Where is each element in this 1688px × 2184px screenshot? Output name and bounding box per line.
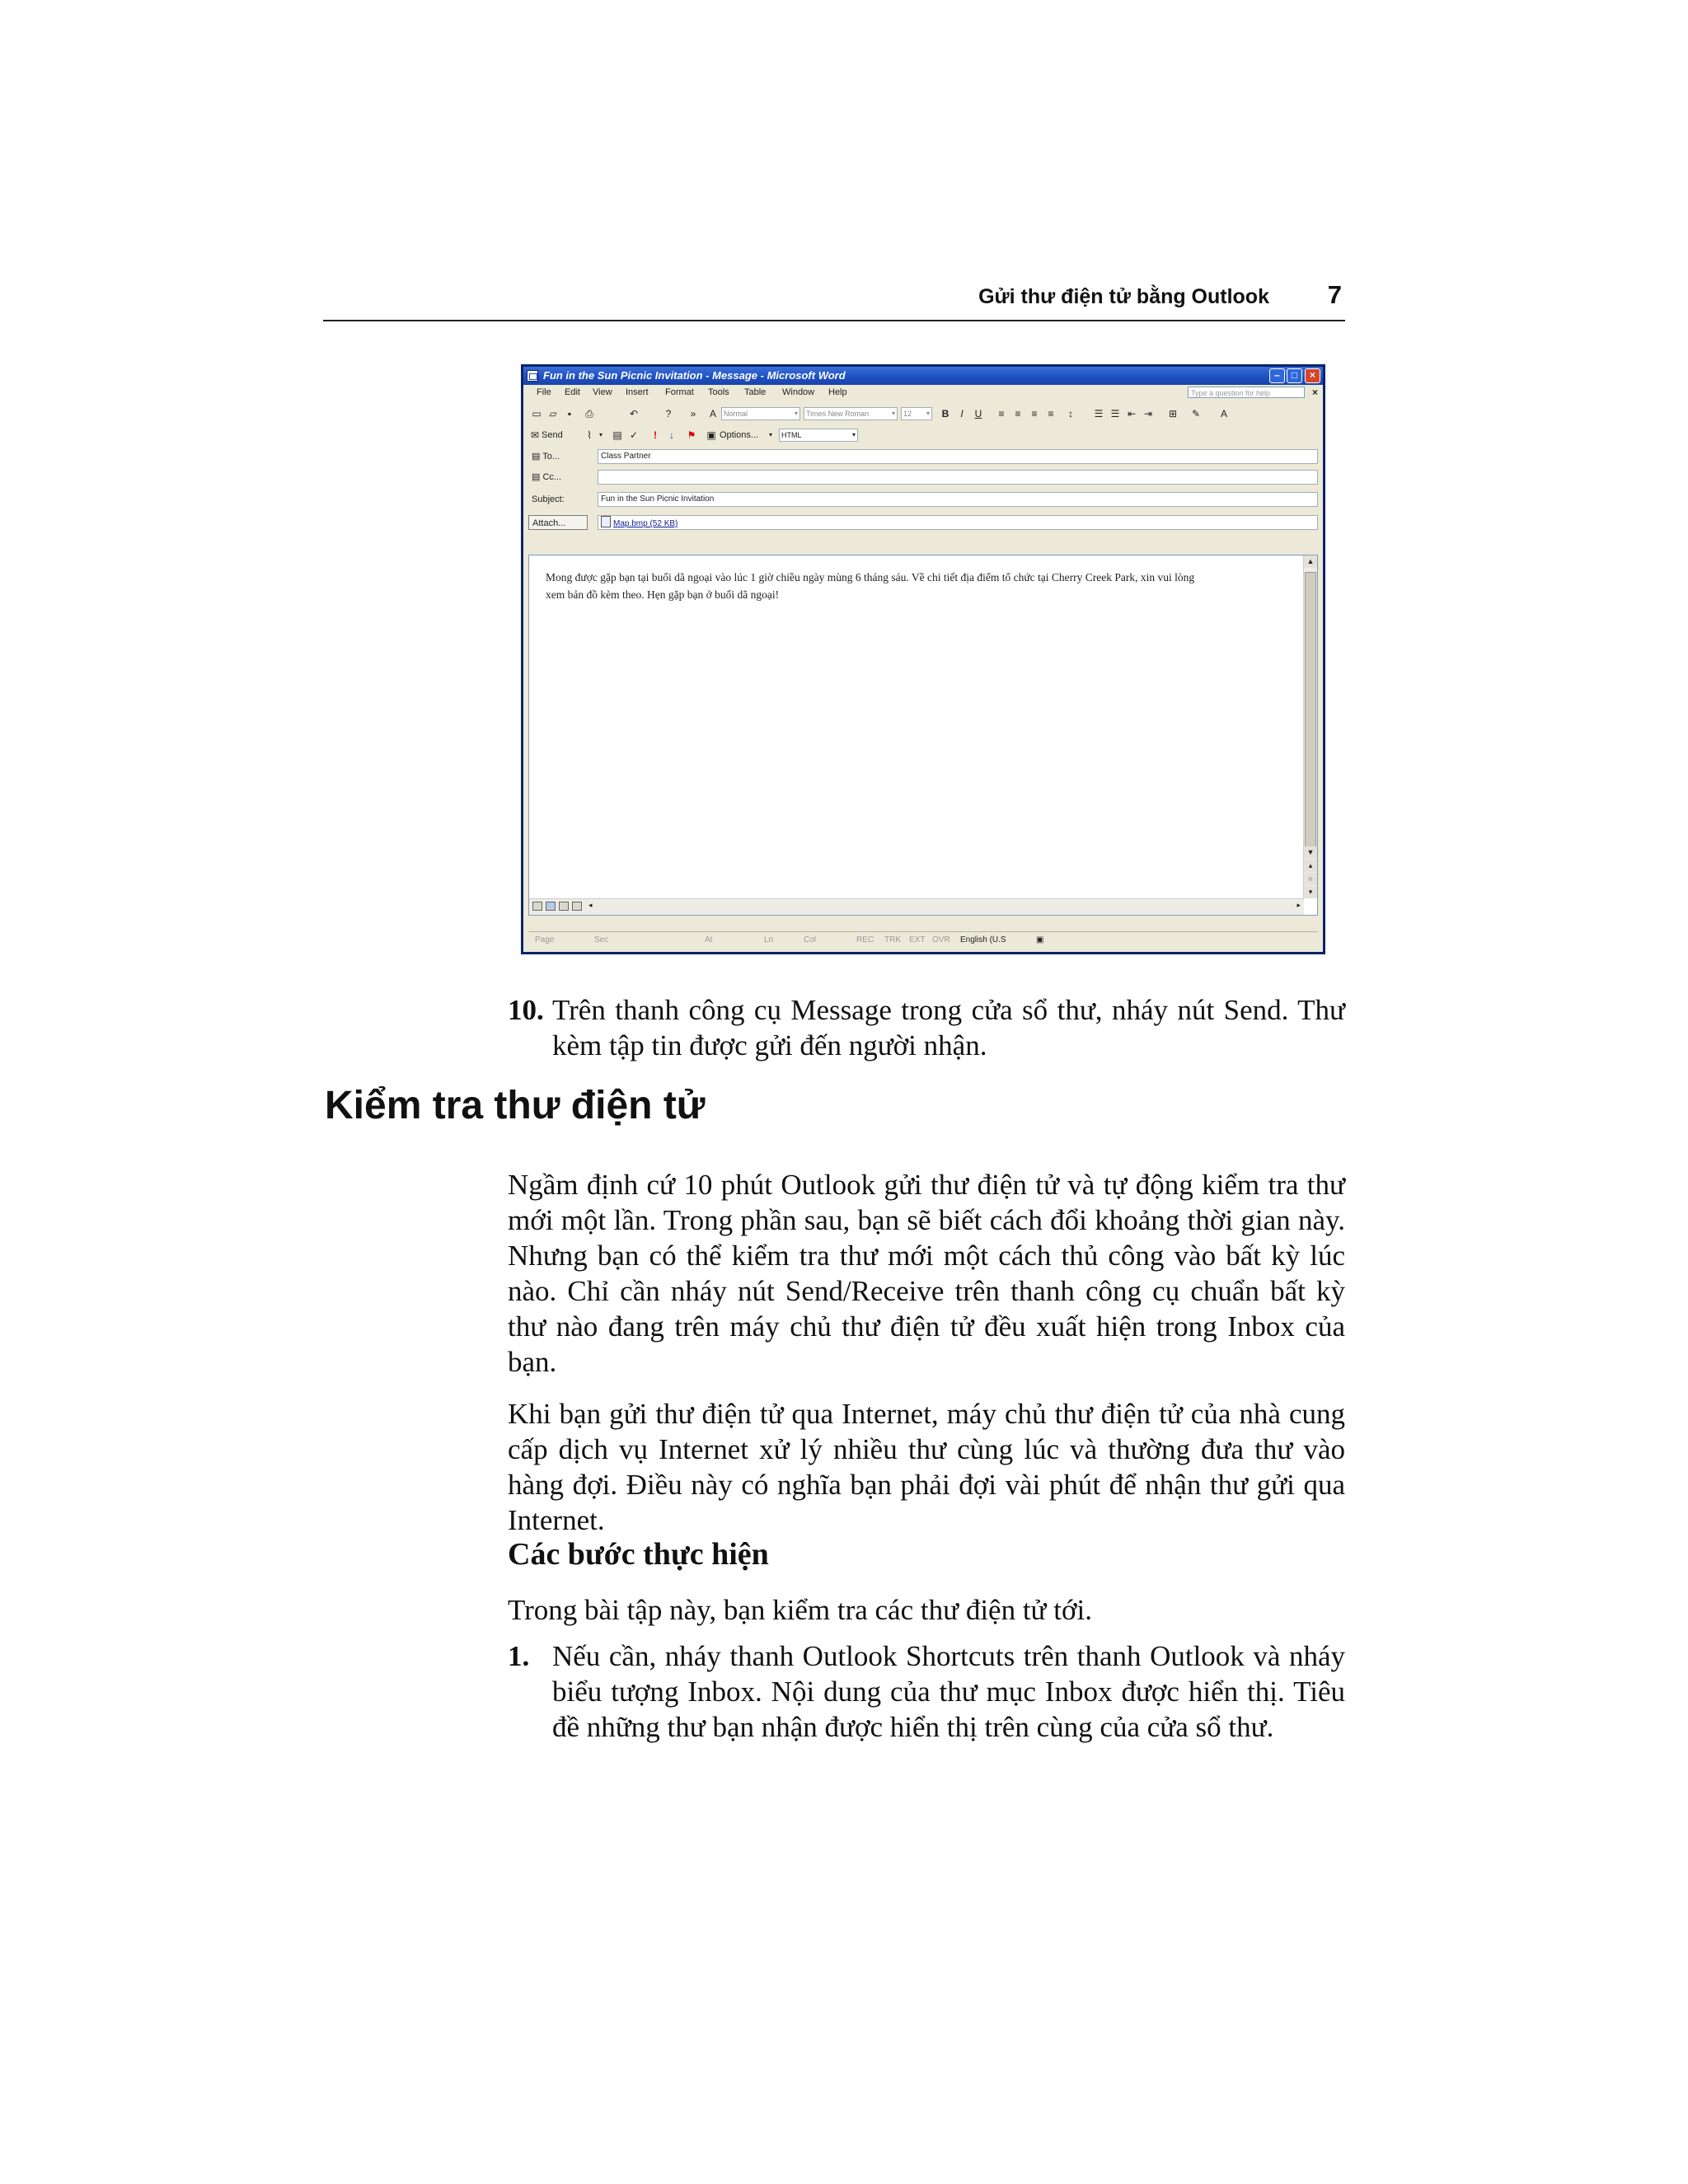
web-layout-view-icon[interactable]	[546, 902, 556, 911]
step-number: 1.	[508, 1640, 530, 1672]
running-title: Gửi thư điện tử bằng Outlook	[978, 285, 1269, 308]
bitmap-file-icon	[601, 516, 611, 527]
status-rec[interactable]: REC	[856, 935, 874, 944]
status-trk[interactable]: TRK	[884, 935, 901, 944]
paragraph-1: Ngầm định cứ 10 phút Outlook gửi thư điện tử và tự động kiểm tra thư mới một lần. Trong phần sau, bạn sẽ biết cách đổi khoảng thời gian này. Nhưng bạn có thể kiểm tra thư mới một cách thủ công vào bất kỳ lúc nào. Chỉ cần nháy nút Send/Receive trên thanh công cụ chuẩn bất kỳ thư nào đang trên máy chủ thư điện tử đều xuất hiện trong Inbox của bạn.	[508, 1169, 1345, 1378]
to-row	[528, 448, 1318, 464]
numbering-icon[interactable]: ☰	[1094, 408, 1104, 419]
highlight-icon[interactable]: ✎	[1191, 408, 1201, 419]
flag-icon[interactable]: ⚑	[687, 429, 696, 441]
menu-insert[interactable]: Insert	[626, 387, 649, 397]
options-button[interactable]: Options...	[720, 430, 759, 440]
vertical-scrollbar[interactable]	[1303, 555, 1317, 898]
status-sec: Sec	[594, 935, 609, 944]
borders-icon[interactable]: ⊞	[1168, 408, 1178, 419]
next-page-icon[interactable]: ▾	[1304, 886, 1317, 898]
step-10	[508, 992, 1345, 1063]
normal-view-icon[interactable]	[532, 902, 542, 911]
align-left-icon[interactable]: ≡	[998, 408, 1005, 419]
select-browse-icon[interactable]: ○	[1304, 873, 1317, 885]
save-icon[interactable]: ▪	[567, 408, 572, 419]
previous-page-icon[interactable]: ▴	[1304, 860, 1317, 872]
subject-label: Subject:	[532, 494, 565, 504]
status-col: Col	[804, 935, 817, 944]
step-text: Trên thanh công cụ Message trong cửa sổ thư, nháy nút Send. Thư kèm tập tin được gửi đến người nhận.	[552, 994, 1345, 1062]
step-text: Nếu cần, nháy thanh Outlook Shortcuts trên thanh Outlook và nháy biểu tượng Inbox. Nội dung của thư mục Inbox được hiển thị. Tiêu đề những thư bạn nhận được hiển thị trên cùng của cửa sổ thư.	[552, 1640, 1345, 1743]
more-icon[interactable]: »	[690, 408, 696, 419]
attach-row	[528, 513, 1318, 530]
style-icon[interactable]: A	[709, 408, 716, 419]
align-right-icon[interactable]: ≡	[1031, 408, 1038, 419]
send-icon[interactable]: ✉	[530, 429, 540, 441]
close-document-icon[interactable]: ×	[1311, 387, 1318, 398]
options-icon[interactable]: ▣	[706, 429, 716, 441]
decrease-indent-icon[interactable]: ⇤	[1127, 408, 1137, 419]
attach-button[interactable]: Attach...	[528, 515, 588, 530]
help-icon[interactable]: ?	[665, 408, 672, 419]
title-bar[interactable]	[523, 367, 1323, 385]
outline-view-icon[interactable]	[572, 902, 582, 911]
scroll-right-icon[interactable]: ▸	[1296, 901, 1301, 909]
message-format-combo[interactable]: HTML ▾	[779, 429, 858, 442]
subheading: Các bước thực hiện	[508, 1537, 769, 1572]
options-dropdown-icon[interactable]: ▾	[768, 431, 772, 438]
attachment-link[interactable]: Map.bmp (52 KB)	[613, 519, 678, 528]
menu-window[interactable]: Window	[782, 387, 815, 397]
cc-label: Cc...	[542, 472, 562, 482]
font-combo[interactable]: Times New Roman ▾	[804, 407, 898, 420]
paragraph-3: Trong bài tập này, bạn kiểm tra các thư điện tử tới.	[508, 1594, 1092, 1626]
window-title: Fun in the Sun Picnic Invitation - Message - Microsoft Word	[543, 369, 846, 382]
subject-field[interactable]: Fun in the Sun Picnic Invitation	[598, 492, 1318, 507]
check-names-icon[interactable]: ✓	[629, 429, 639, 441]
menu-edit[interactable]: Edit	[565, 387, 580, 397]
align-center-icon[interactable]: ≡	[1015, 408, 1021, 419]
status-ext[interactable]: EXT	[909, 935, 926, 944]
menu-format[interactable]: Format	[665, 387, 694, 397]
size-combo[interactable]: 12 ▾	[901, 407, 932, 420]
underline-icon[interactable]: U	[974, 408, 982, 419]
message-body-text: Mong được gặp bạn tại buổi dã ngoại vào lúc 1 giờ chiều ngày mùng 6 tháng sáu. Về chi tiết địa điểm tổ chức tại Cherry Creek Park, xin vui lòng xem bản đồ kèm theo. Hẹn gặp bạn ở buổi dã ngoại!	[546, 571, 1195, 601]
open-icon[interactable]: ▱	[549, 408, 557, 419]
menu-view[interactable]: View	[593, 387, 612, 397]
status-language: English (U.S	[960, 935, 1006, 944]
size-value: 12	[903, 410, 912, 418]
cc-button[interactable]	[528, 470, 588, 485]
print-layout-view-icon[interactable]	[559, 902, 569, 911]
paragraph-2: Khi bạn gửi thư điện tử qua Internet, máy chủ thư điện tử của nhà cung cấp dịch vụ Internet xử lý nhiều thư cùng lúc và thường đưa thư vào hàng đợi. Điều này có nghĩa bạn phải đợi vài phút để nhận thư gửi qua Internet.	[508, 1398, 1345, 1536]
font-value: Times New Roman	[806, 410, 870, 418]
line-spacing-icon[interactable]: ↕	[1068, 408, 1073, 419]
attach-field[interactable]	[598, 515, 1318, 530]
justify-icon[interactable]: ≡	[1048, 408, 1054, 419]
attach-icon[interactable]: ⌇	[587, 429, 592, 441]
standard-toolbar	[523, 403, 1323, 424]
print-icon[interactable]: ⎙	[585, 408, 593, 419]
address-card-icon: ▤	[532, 452, 543, 462]
style-combo[interactable]: Normal ▾	[721, 407, 800, 420]
increase-indent-icon[interactable]: ⇥	[1143, 408, 1153, 419]
status-at: At	[705, 935, 713, 944]
subject-row	[528, 490, 1318, 507]
close-button[interactable]: ×	[1305, 368, 1320, 383]
italic-icon[interactable]: I	[960, 408, 964, 419]
status-ln: Ln	[764, 935, 774, 944]
status-page: Page	[535, 935, 555, 944]
scroll-left-icon[interactable]: ◂	[588, 901, 593, 909]
to-field[interactable]: Class Partner	[598, 449, 1318, 464]
scroll-thumb[interactable]	[1305, 572, 1316, 852]
cc-field[interactable]	[598, 470, 1318, 485]
menu-help[interactable]: Help	[828, 387, 847, 397]
to-label: To...	[542, 452, 560, 462]
status-ovr[interactable]: OVR	[932, 935, 950, 944]
menu-file[interactable]: File	[537, 387, 551, 397]
horizontal-scrollbar[interactable]	[529, 898, 1304, 915]
scroll-up-icon[interactable]: ▲	[1304, 555, 1317, 568]
page-number: 7	[1327, 280, 1342, 309]
message-body-area[interactable]	[528, 555, 1318, 916]
spelling-status-icon[interactable]: ▣	[1036, 935, 1044, 944]
undo-icon[interactable]: ↶	[629, 408, 639, 419]
scroll-down-icon[interactable]: ▼	[1304, 846, 1317, 859]
message-format-value: HTML	[781, 431, 802, 439]
bullets-icon[interactable]: ☰	[1110, 408, 1120, 419]
status-bar	[528, 931, 1318, 949]
message-toolbar	[523, 424, 1323, 446]
address-book-icon[interactable]: ▤	[612, 429, 622, 441]
attach-dropdown-icon[interactable]: ▾	[598, 431, 603, 438]
style-value: Normal	[724, 410, 748, 418]
high-importance-icon[interactable]: !	[654, 429, 657, 441]
address-card-icon: ▤	[532, 472, 543, 482]
low-importance-icon[interactable]: ↓	[669, 429, 674, 441]
section-heading: Kiểm tra thư điện tử	[325, 1084, 706, 1127]
message-window	[521, 364, 1325, 954]
help-search-input[interactable]: Type a question for help	[1188, 387, 1305, 398]
step-number: 10.	[508, 994, 544, 1026]
menu-bar	[523, 385, 1323, 401]
bold-icon[interactable]: B	[941, 408, 950, 419]
menu-tools[interactable]: Tools	[708, 387, 729, 397]
step-1	[508, 1638, 1345, 1745]
font-color-icon[interactable]: A	[1220, 408, 1227, 419]
minimize-button[interactable]: –	[1269, 368, 1285, 383]
cc-row	[528, 468, 1318, 485]
maximize-button[interactable]: □	[1287, 368, 1302, 383]
word-app-icon	[527, 370, 538, 382]
send-button[interactable]: Send	[542, 430, 563, 440]
page-header	[323, 280, 1345, 321]
to-button[interactable]	[528, 449, 588, 464]
menu-table[interactable]: Table	[744, 387, 767, 397]
new-icon[interactable]: ▭	[532, 408, 542, 419]
